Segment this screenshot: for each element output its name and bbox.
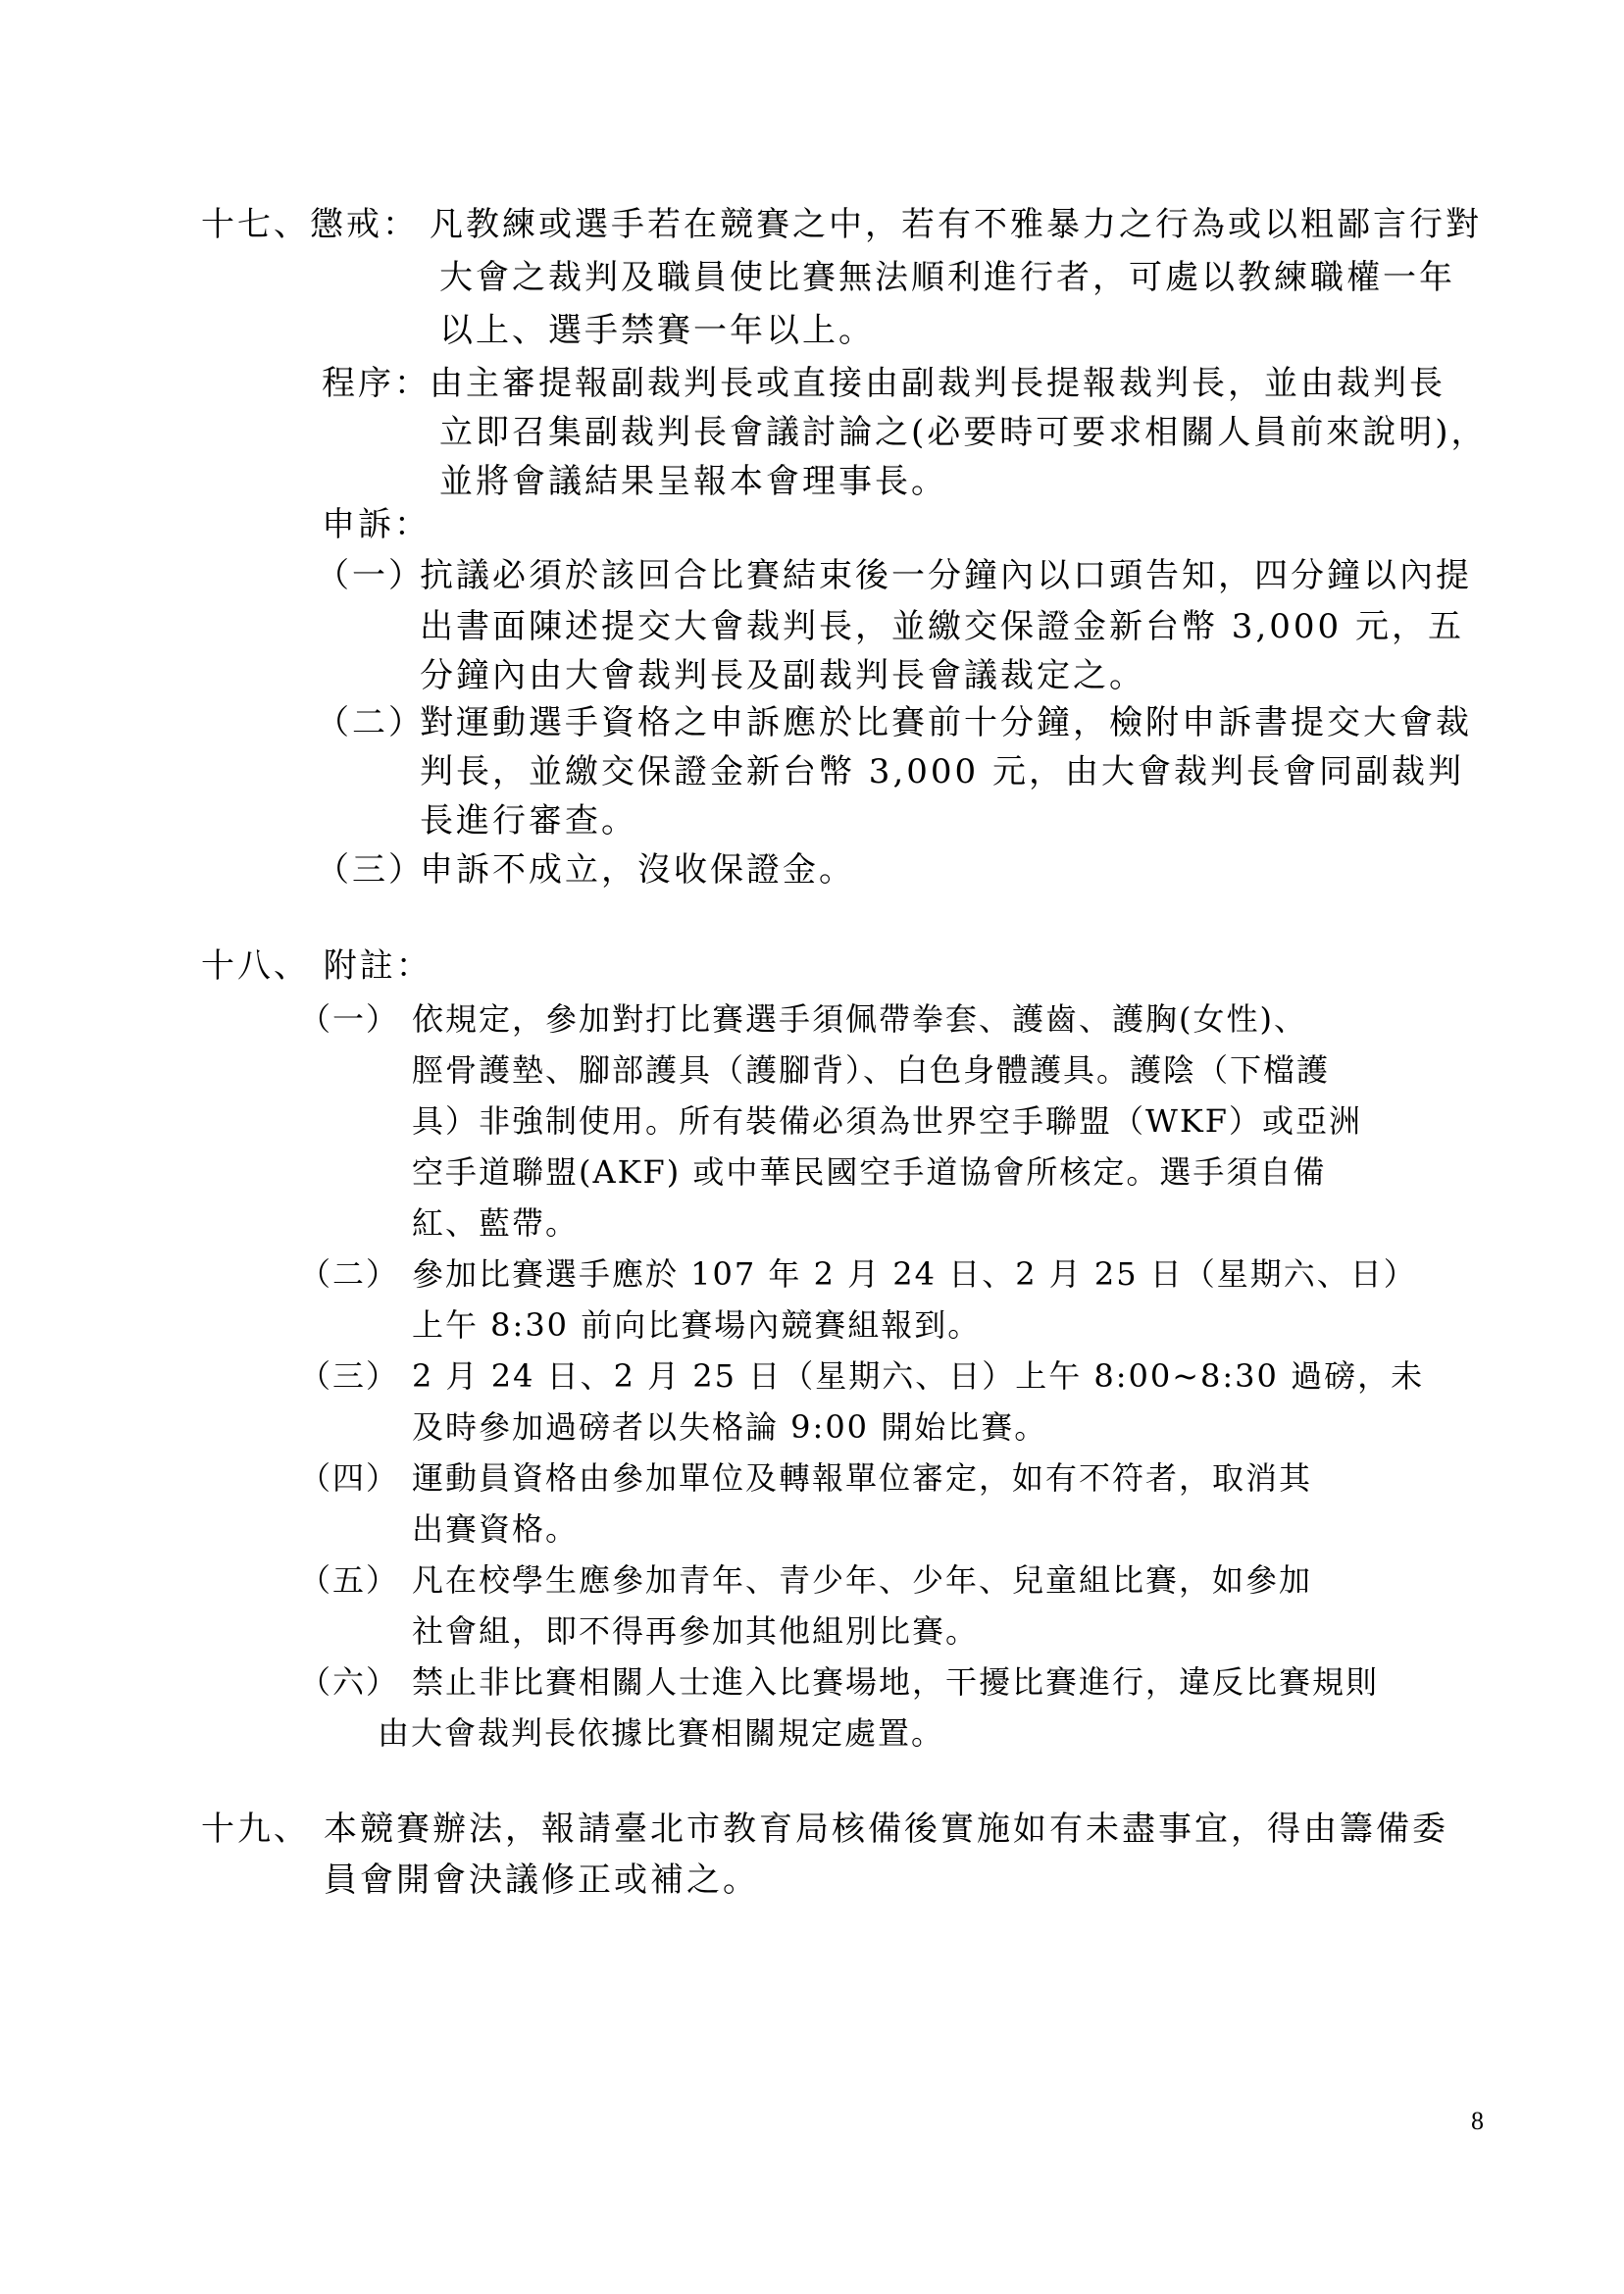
note-item-3-line-2: 及時參加過磅者以失格論 9:00 開始比賽。 — [412, 1408, 1048, 1446]
procedure-line-1: 由主審提報副裁判長或直接由副裁判長提報裁判長，並由裁判長 — [430, 364, 1446, 403]
section-18-heading: 十八、 附註： — [201, 946, 432, 986]
punish-line-3: 以上、選手禁賽一年以上。 — [439, 311, 875, 350]
appeal-item-2-line-2: 判長，並繳交保證金新台幣 3,000 元，由大會裁判長會同副裁判 — [420, 752, 1464, 791]
punish-line-2: 大會之裁判及職員使比賽無法順利進行者，可處以教練職權一年 — [439, 258, 1455, 297]
appeal-item-1-line-1: 抗議必須於該回合比賽結束後一分鐘內以口頭告知，四分鐘以內提 — [420, 556, 1472, 595]
appeal-item-2-line-3: 長進行審查。 — [420, 801, 637, 841]
note-item-5-line-1: 凡在校學生應參加青年、青少年、少年、兒童組比賽，如參加 — [412, 1561, 1313, 1599]
section-19-heading: 十九、 — [201, 1810, 310, 1849]
appeal-item-2-marker: （二） — [316, 703, 425, 742]
note-item-5-line-2: 社會組，即不得再參加其他組別比賽。 — [412, 1612, 980, 1650]
appeal-item-3-marker: （三） — [316, 850, 425, 890]
note-item-5-marker: （五） — [299, 1561, 400, 1599]
procedure-line-2: 立即召集副裁判長會議討論之(必要時可要求相關人員前來說明)， — [439, 413, 1488, 452]
appeal-item-1-marker: （一） — [316, 556, 425, 595]
page-number: 8 — [1471, 2107, 1484, 2135]
note-item-4-line-2: 出賽資格。 — [412, 1510, 580, 1548]
note-item-1-marker: （一） — [299, 1000, 400, 1038]
appeal-item-3-line-1: 申訴不成立，沒收保證金。 — [420, 850, 855, 890]
note-item-1-line-5: 紅、藍帶。 — [412, 1204, 580, 1242]
appeal-item-1-line-2: 出書面陳述提交大會裁判長，並繳交保證金新台幣 3,000 元，五 — [420, 607, 1464, 646]
section-17-heading: 十七、懲戒： — [201, 205, 419, 244]
appeal-item-1-line-3: 分鐘內由大會裁判長及副裁判長會議裁定之。 — [420, 656, 1145, 695]
note-item-4-marker: （四） — [299, 1459, 400, 1497]
note-item-1-line-1: 依規定，參加對打比賽選手須佩帶拳套、護齒、護胸(女性)、 — [412, 1000, 1307, 1038]
note-item-6-marker: （六） — [299, 1663, 400, 1701]
note-item-3-line-1: 2 月 24 日、2 月 25 日（星期六、日）上午 8:00~8:30 過磅，未 — [412, 1357, 1425, 1395]
note-item-3-marker: （三） — [299, 1357, 400, 1395]
procedure-line-3: 並將會議結果呈報本會理事長。 — [439, 462, 947, 501]
note-item-6-line-2: 由大會裁判長依據比賽相關規定處置。 — [378, 1714, 945, 1752]
note-item-2-line-2: 上午 8:30 前向比賽場內競賽組報到。 — [412, 1306, 982, 1344]
note-item-2-line-1: 參加比賽選手應於 107 年 2 月 24 日、2 月 25 日（星期六、日） — [412, 1255, 1417, 1293]
note-item-1-line-3: 具）非強制使用。所有裝備必須為世界空手聯盟（WKF）或亞洲 — [412, 1102, 1363, 1140]
note-item-1-line-4: 空手道聯盟(AKF) 或中華民國空手道協會所核定。選手須自備 — [412, 1153, 1327, 1191]
note-item-6-line-1: 禁止非比賽相關人士進入比賽場地，干擾比賽進行，違反比賽規則 — [412, 1663, 1380, 1701]
punish-line-1: 凡教練或選手若在競賽之中，若有不雅暴力之行為或以粗鄙言行對 — [430, 205, 1482, 244]
note-item-1-line-2: 脛骨護墊、腳部護具（護腳背）、白色身體護具。護陰（下檔護 — [412, 1051, 1331, 1089]
note-item-2-marker: （二） — [299, 1255, 400, 1293]
sec19-line-1: 本競賽辦法，報請臺北市教育局核備後實施如有未盡事宜，得由籌備委 — [324, 1810, 1448, 1849]
note-item-4-line-1: 運動員資格由參加單位及轉報單位審定，如有不符者，取消其 — [412, 1459, 1313, 1497]
appeal-item-2-line-1: 對運動選手資格之申訴應於比賽前十分鐘，檢附申訴書提交大會裁 — [420, 703, 1472, 742]
procedure-label: 程序： — [322, 364, 431, 403]
appeal-label: 申訴： — [322, 505, 431, 544]
sec19-line-2: 員會開會決議修正或補之。 — [324, 1861, 759, 1900]
